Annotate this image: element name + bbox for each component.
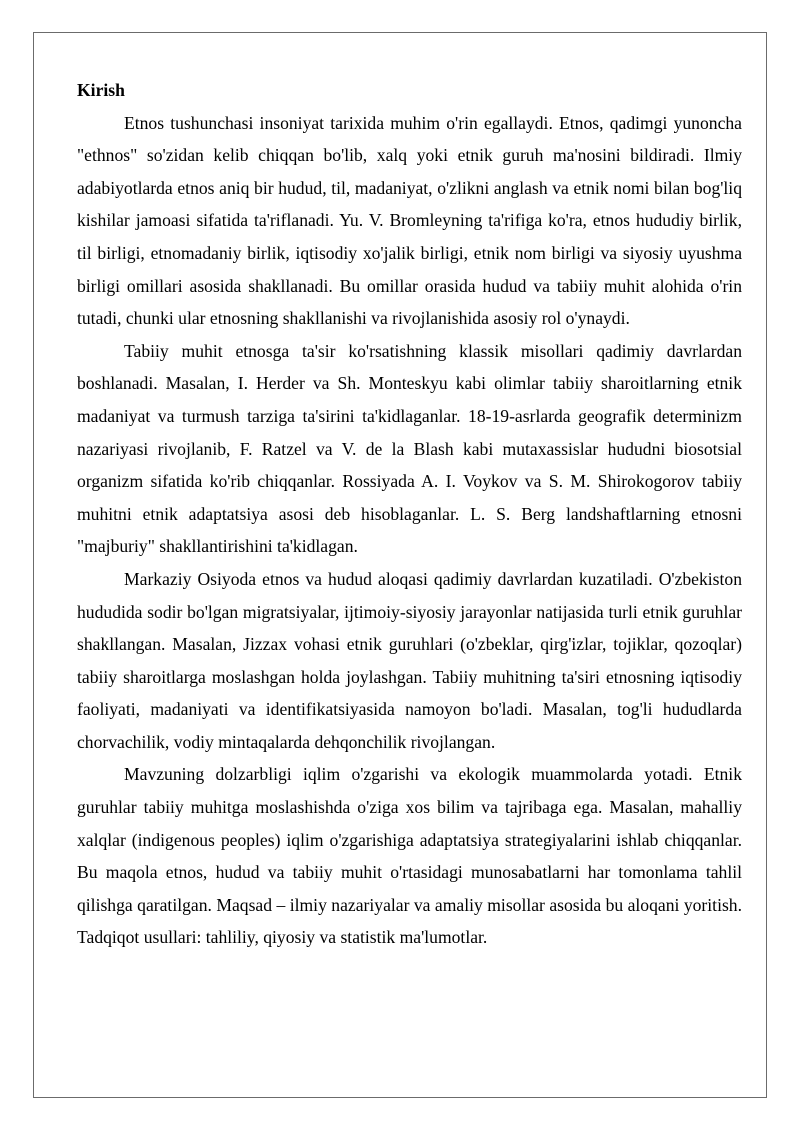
document-body <box>77 74 742 954</box>
paragraph-4: Mavzuning dolzarbligi iqlim o'zgarishi va ekologik muammolarda yotadi. Etnik guruhlar tabiiy muhitga moslashishda o'ziga xos bilim va tajribaga ega. Masalan, mahalliy xalqlar (indigenous peoples) iqlim o'zgarishiga adaptatsiya strategiyalarini ishlab chiqqanlar. Bu maqola etnos, hudud va tabiiy muhit o'rtasidagi munosabatlarni har tomonlama tahlil qilishga qaratilgan. Maqsad – ilmiy nazariyalar va amaliy misollar asosida bu aloqani yoritish. Tadqiqot usullari: tahliliy, qiyosiy va statistik ma'lumotlar. <box>77 764 742 948</box>
section-heading: Kirish <box>77 80 125 100</box>
paragraph-3: Markaziy Osiyoda etnos va hudud aloqasi qadimiy davrlardan kuzatiladi. O'zbekiston hududida sodir bo'lgan migratsiyalar, ijtimoiy-siyosiy jarayonlar natijasida turli etnik guruhlar shakllangan. Masalan, Jizzax vohasi etnik guruhlari (o'zbeklar, qirg'izlar, tojiklar, qozoqlar) tabiiy sharoitlarga moslashgan holda joylashgan. Tabiiy muhitning ta'siri etnosning iqtisodiy faoliyati, madaniyati va identifikatsiyasida namoyon bo'ladi. Masalan, tog'li hududlarda chorvachilik, vodiy mintaqalarda dehqonchilik rivojlangan. <box>77 568 742 752</box>
paragraph-2: Tabiiy muhit etnosga ta'sir ko'rsatishning klassik misollari qadimiy davrlardan boshlanadi. Masalan, I. Herder va Sh. Monteskyu kabi olimlar tabiiy sharoitlarning etnik madaniyat va turmush tarziga ta'sirini ta'kidlaganlar. 18-19-asrlarda geografik determinizm nazariyasi rivojlanib, F. Ratzel va V. de la Blash kabi mutaxassislar hududni biosotsial organizm sifatida ko'rib chiqqanlar. Rossiyada A. I. Voykov va S. M. Shirokogorov tabiiy muhitni etnik adaptatsiya asosi deb hisoblaganlar. L. S. Berg landshaftlarning etnosni "majburiy" shakllantirishini ta'kidlagan. <box>77 340 742 557</box>
paragraph-1: Etnos tushunchasi insoniyat tarixida muhim o'rin egallaydi. Etnos, qadimgi yunoncha "ethnos" so'zidan kelib chiqqan bo'lib, xalq yoki etnik guruh ma'nosini bildiradi. Ilmiy adabiyotlarda etnos aniq bir hudud, til, madaniyat, o'zlikni anglash va etnik nomi bilan bog'liq kishilar jamoasi sifatida ta'riflanadi. Yu. V. Bromleyning ta'rifiga ko'ra, etnos hududiy birlik, til birligi, etnomadaniy birlik, iqtisodiy xo'jalik birligi, etnik nom birligi va siyosiy uyushma birligi omillari asosida shakllanadi. Bu omillar orasida hudud va tabiiy muhit alohida o'rin tutadi, chunki ular etnosning shakllanishi va rivojlanishida asosiy rol o'ynaydi. <box>77 112 742 329</box>
